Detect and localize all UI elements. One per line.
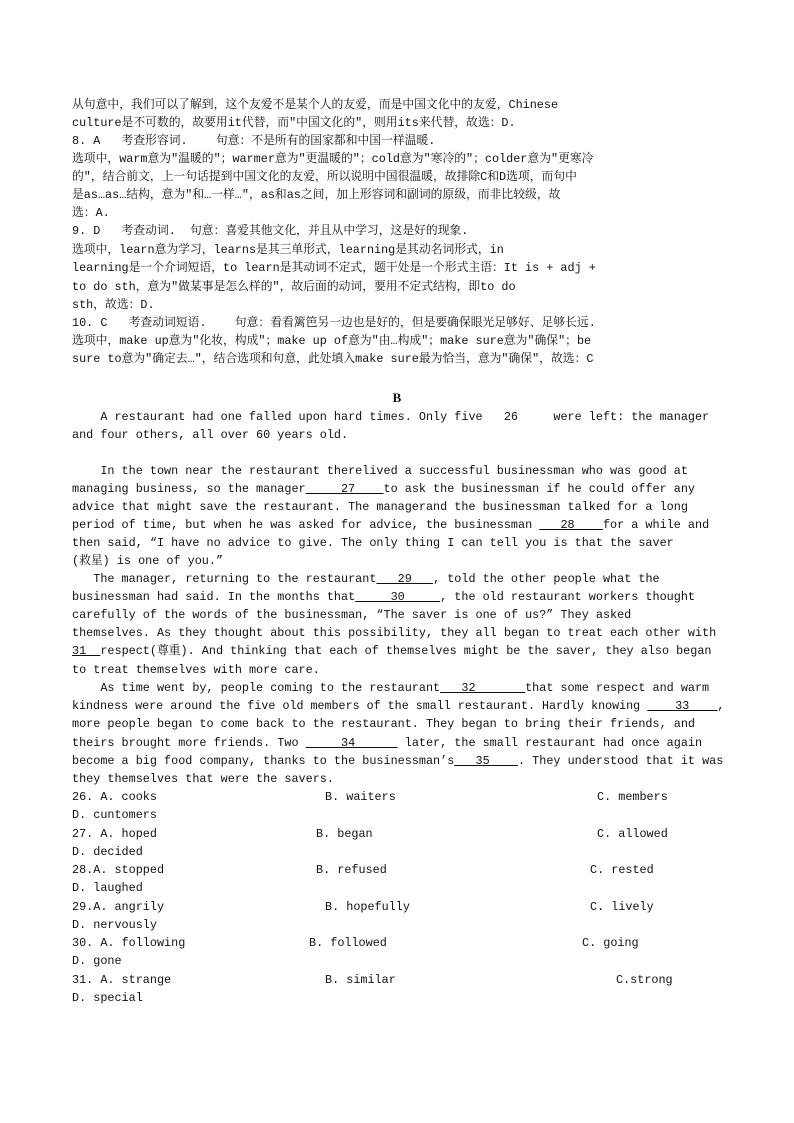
option-c: C. members — [597, 790, 668, 804]
option-c: C. allowed — [597, 826, 668, 841]
option-b: B. began — [316, 826, 373, 841]
text-run: more people began to come back to the restaurant. They began to bring their friends, and — [72, 717, 695, 731]
text-run: , told the other people what the — [433, 572, 660, 586]
text-run: learning是一个介词短语，to learn是其动词不定式，题干处是一个形式主语：It is + adj + — [72, 261, 596, 275]
text-run: later, the small restaurant had once again — [397, 736, 703, 750]
text-run: respect(尊重). And thinking that each of themselves might be the saver, they also began — [100, 644, 712, 658]
option-b: B. followed — [309, 936, 387, 950]
option-a: 27. A. hoped — [72, 826, 157, 841]
answer-blank: 32 — [440, 681, 526, 695]
text-run: to do sth，意为"做某事是怎么样的"，故后面的动词，要用不定式结构，即to do — [72, 280, 516, 294]
explanation-line — [72, 115, 516, 131]
text-run: 8. A 考查形容词. 句意：不是所有的国家都和中国一样温暖. — [72, 134, 436, 148]
answer-blank: 35 — [454, 754, 519, 768]
text-run: As time went by, people coming to the restaurant — [72, 681, 441, 695]
passage-line — [72, 771, 334, 787]
text-run: 选项中，make up意为"化妆，构成"；make up of意为"由…构成"；make sure意为"确保"；be — [72, 334, 592, 348]
text-run: 9. D 考查动词. 句意：喜爱其他文化，并且从中学习，这是好的现象. — [72, 224, 469, 238]
text-run: kindness were around the five old members of the small restaurant. Hardly knowing — [72, 699, 648, 713]
text-run: , — [717, 699, 725, 713]
answer-blank: 31 — [72, 644, 101, 658]
option-b: B. refused — [316, 863, 387, 877]
option-a: 26. A. cooks — [72, 790, 157, 804]
passage-line — [72, 625, 716, 641]
text-run: for a while and — [602, 518, 710, 532]
text-run: A restaurant had one falled upon hard times. Only five 26 were left: the manager — [72, 410, 710, 424]
option-a: 30. A. following — [72, 936, 186, 950]
passage-line — [72, 463, 688, 479]
explanation-line — [72, 169, 577, 185]
option-d: D. decided — [72, 844, 143, 859]
passage-line — [72, 698, 724, 714]
option-d: D. cuntomers — [72, 808, 157, 822]
text-run: 从句意中，我们可以了解到，这个友爱不是某个人的友爱，而是中国文化中的友爱，Chinese — [72, 98, 559, 112]
text-run: . They understood that it was — [518, 754, 724, 768]
text-run: to ask the businessman if he could offer any — [383, 482, 695, 496]
text-run: businessman had said. In the months that — [72, 590, 356, 604]
text-run: 的"，结合前文，上一句话提到中国文化的友爱，所以说明中国很温暖，故排除C和D选项，而句中 — [72, 170, 577, 184]
passage-line — [72, 517, 709, 533]
option-c: C.strong — [616, 972, 673, 987]
text-run: In the town near the restaurant therelived a successful businessman who was good at — [72, 464, 688, 478]
passage-line — [72, 735, 702, 751]
explanation-line — [72, 351, 593, 367]
option-d: D. laughed — [72, 881, 143, 895]
option-a: 29.A. angrily — [72, 899, 165, 914]
explanation-line — [72, 205, 110, 221]
text-run: theirs brought more friends. Two — [72, 736, 306, 750]
answer-blank: 33 — [647, 699, 718, 713]
section-title: B — [392, 390, 402, 405]
passage-line — [72, 499, 688, 515]
passage-line — [72, 409, 709, 425]
text-run: that some respect and warm — [525, 681, 710, 695]
text-run: 选：A. — [72, 206, 110, 220]
passage-line — [72, 589, 695, 605]
option-b: B. similar — [325, 972, 396, 987]
text-run: 10. C 考查动词短语. 句意：看看篱笆另一边也是好的，但是要确保眼光足够好、足够长远. — [72, 316, 596, 330]
answer-blank: 30 — [355, 590, 441, 604]
answer-blank: 29 — [376, 572, 434, 586]
passage-line — [72, 607, 631, 623]
text-run: (救星) is one of you.” — [72, 554, 224, 568]
explanation-line — [72, 187, 560, 203]
explanation-line — [72, 242, 504, 258]
text-run: and four others, all over 60 years old. — [72, 428, 349, 442]
option-d: D. gone — [72, 954, 122, 968]
explanation-line — [72, 151, 593, 167]
text-run: managing business, so the manager — [72, 482, 306, 496]
text-run: culture是不可数的，故要用it代替，而"中国文化的"，则用its来代替，故选：D. — [72, 116, 516, 130]
explanation-line — [72, 315, 596, 331]
option-c: C. going — [582, 936, 639, 950]
explanation-line — [72, 279, 516, 295]
option-a: 31. A. strange — [72, 972, 172, 987]
text-run: 选项中，learn意为学习，learns是其三单形式，learning是其动名词形式，in — [72, 243, 504, 257]
text-run: , the old restaurant workers thought — [440, 590, 695, 604]
option-b: B. hopefully — [325, 899, 410, 914]
passage-line — [72, 553, 223, 569]
option-a: 28.A. stopped — [72, 863, 165, 877]
text-run: sure to意为"确定去…"，结合选项和句意，此处填入make sure最为恰当，意为"确保"，故选：C — [72, 352, 594, 366]
text-run: The manager, returning to the restaurant — [72, 572, 377, 586]
passage-line — [72, 716, 695, 732]
text-run: 是as…as…结构，意为"和…一样…"，as和as之间，加上形容词和副词的原级，而非比较级，故 — [72, 188, 561, 202]
text-run: period of time, but when he was asked for advice, the businessman — [72, 518, 540, 532]
passage-line — [72, 753, 723, 769]
passage-line — [72, 535, 674, 551]
explanation-line — [72, 133, 435, 149]
option-b: B. waiters — [325, 790, 396, 804]
answer-blank: 27 — [305, 482, 384, 496]
text-run: carefully of the words of the businessman, “The saver is one of us?” They asked — [72, 608, 632, 622]
text-run: sth，故选：D. — [72, 298, 155, 312]
explanation-line — [72, 297, 155, 313]
answer-blank: 28 — [539, 518, 603, 532]
passage-line — [72, 680, 709, 696]
text-run: themselves. As they thought about this possibility, they all began to treat each other with — [72, 626, 717, 640]
explanation-line — [72, 333, 591, 349]
explanation-line — [72, 223, 468, 239]
option-c: C. rested — [590, 863, 654, 877]
option-c: C. lively — [590, 899, 654, 914]
text-run: 选项中，warm意为"温暖的"；warmer意为"更温暖的"；cold意为"寒冷的"；colder意为"更寒冷 — [72, 152, 594, 166]
option-d: D. nervously — [72, 917, 157, 932]
text-run: to treat themselves with more care. — [72, 663, 320, 677]
passage-line — [72, 643, 712, 659]
explanation-line — [72, 97, 558, 113]
text-run: become a big food company, thanks to the businessman’s — [72, 754, 455, 768]
option-d: D. special — [72, 990, 143, 1005]
passage-line — [72, 662, 320, 678]
passage-line — [72, 481, 695, 497]
answer-blank: 34 — [305, 736, 398, 750]
passage-line — [72, 427, 348, 443]
explanation-line — [72, 260, 596, 276]
text-run: then said, “I have no advice to give. The only thing I can tell you is that the saver — [72, 536, 674, 550]
text-run: advice that might save the restaurant. The managerand the businessman talked for a long — [72, 500, 688, 514]
passage-line — [72, 571, 660, 587]
text-run: they themselves that were the savers. — [72, 772, 334, 786]
